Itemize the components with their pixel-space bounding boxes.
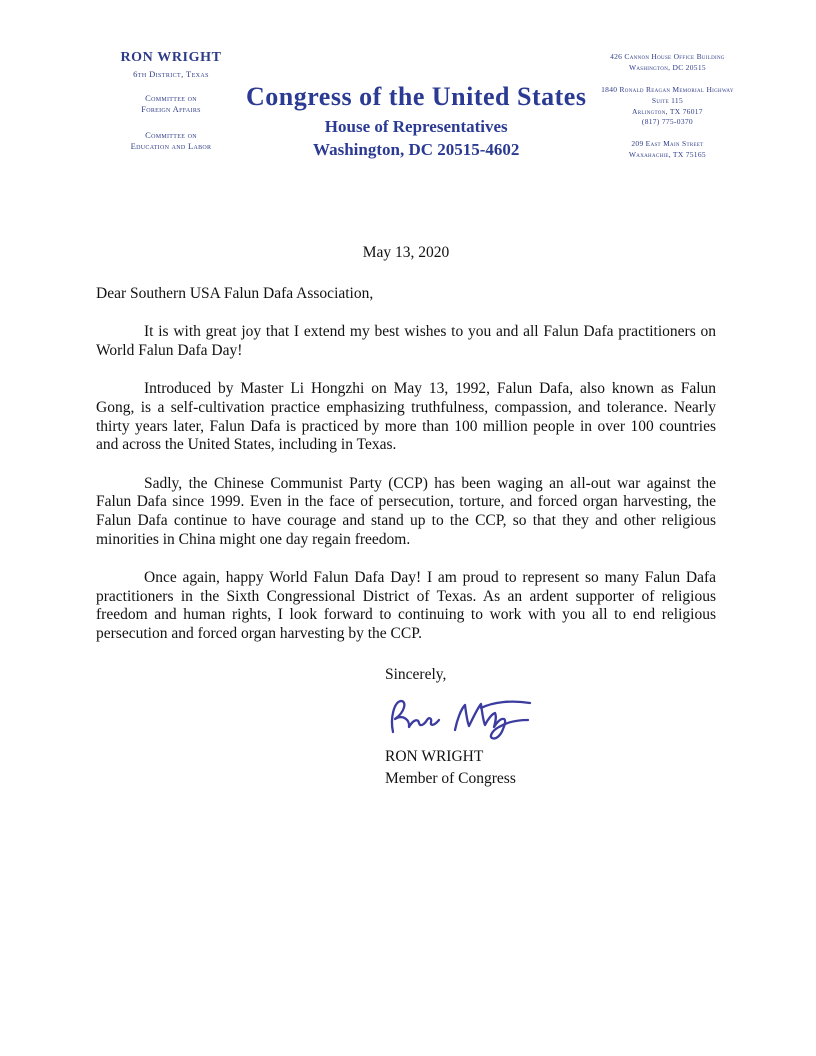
letterhead-title-block: [246, 50, 586, 160]
letterhead-offices-block: [586, 50, 748, 172]
letterhead: [0, 0, 816, 172]
committee-foreign-affairs: [96, 93, 246, 116]
member-district: 6th District, Texas: [133, 69, 209, 79]
committee-line: Education and Labor: [130, 141, 212, 152]
closing-block: [385, 666, 716, 789]
office-waxahachie: [586, 139, 748, 161]
office-line: Washington, DC 20515: [628, 62, 706, 72]
office-line: 1840 Ronald Reagan Memorial Highway: [601, 84, 734, 94]
congress-title: Congress of the United States: [246, 82, 587, 111]
committee-line: Committee on: [145, 129, 197, 140]
office-line: Arlington, TX 76017: [632, 106, 703, 116]
letter-body: [0, 244, 816, 788]
salutation: Dear Southern USA Falun Dafa Association,: [96, 284, 374, 302]
paragraph-history: Introduced by Master Li Hongzhi on May 13, 1992, Falun Dafa, also known as Falun Gong, is a self-cultivation practice emphasizing truthfulness, compassion, and tolerance. Nearly thirty years later, Falun Dafa is practiced by more than 100 million people in over 100 countries and across the United States, including in Texas.: [96, 380, 716, 454]
committee-line: Foreign Affairs: [141, 104, 201, 115]
paragraph-support: Once again, happy World Falun Dafa Day! I am proud to represent so many Falun Dafa practitioners in the Sixth Congressional District of Texas. As an ardent supporter of religious freedom and human rights, I look forward to continuing to work with you all to end religious persecution and forced organ harvesting by the CCP.: [96, 569, 716, 642]
office-line: 426 Cannon House Office Building: [610, 52, 725, 61]
office-arlington: [586, 85, 748, 129]
committee-line: Committee on: [145, 93, 197, 103]
signature-image: [383, 692, 551, 744]
office-washington: [586, 52, 748, 74]
office-line: 209 East Main Street: [631, 139, 704, 149]
member-name: RON WRIGHT: [120, 50, 222, 65]
letterhead-member-block: [96, 50, 246, 153]
office-line: Suite 115: [651, 95, 683, 105]
signer-title: Member of Congress: [385, 769, 516, 787]
letter-date: May 13, 2020: [362, 244, 450, 261]
paragraph-persecution: Sadly, the Chinese Communist Party (CCP) has been waging an all-out war against the Falun Dafa since 1999. Even in the face of persecution, torture, and forced organ harvesting, the Falun Dafa continue to have courage and stand up to the CCP, so that they and other religious minorities in China might one day regain freedom.: [96, 474, 716, 548]
house-subtitle: House of Representatives: [324, 117, 508, 136]
office-line: (817) 775-0370: [641, 117, 693, 127]
closing-salutation: Sincerely,: [385, 665, 447, 683]
washington-address: Washington, DC 20515-4602: [313, 140, 520, 159]
office-line: Waxahachie, TX 75165: [628, 150, 706, 160]
signer-name: RON WRIGHT: [385, 748, 484, 766]
committee-education-labor: [96, 130, 246, 153]
paragraph-greeting: It is with great joy that I extend my best wishes to you and all Falun Dafa practitioners on World Falun Dafa Day!: [96, 323, 716, 359]
